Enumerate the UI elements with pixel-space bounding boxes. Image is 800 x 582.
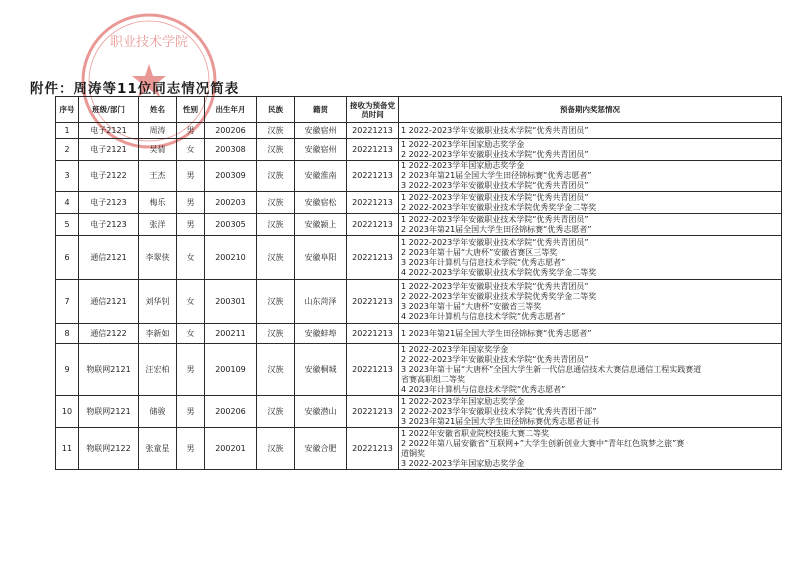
cell-name: 汪宏柏 [139,344,177,396]
header-cell: 班级/部门 [79,97,139,123]
cell-name: 李新如 [139,324,177,344]
cell-origin: 山东菏泽 [295,280,347,324]
cell-date: 20221213 [347,139,399,161]
cell-origin: 安徽合肥 [295,428,347,470]
cell-birth: 200206 [205,123,257,139]
honor-line: 1 2022-2023学年国家励志奖学金 [401,161,525,170]
table-row [56,139,782,161]
cell-gender: 女 [177,324,205,344]
cell-honors [399,324,782,344]
cell-cls: 通信2122 [79,324,139,344]
cell-honors [399,161,782,192]
cell-no: 6 [56,236,79,280]
cell-birth: 200305 [205,214,257,236]
table-row [56,280,782,324]
cell-no: 3 [56,161,79,192]
svg-text:职业技术学院: 职业技术学院 [109,35,189,50]
table-row [56,214,782,236]
honor-line: 2 2023年第十届“大唐杯”安徽省赛区三等奖 [401,247,558,257]
cell-origin: 安徽宿松 [295,192,347,214]
honor-line: 2 2022-2023学年安徽职业技术学院“优秀共青团员” [401,354,589,364]
cell-no: 2 [56,139,79,161]
honor-line: 2 2022-2023学年安徽职业技术学院“优秀共青团员” [401,149,589,159]
honor-line: 4 2022-2023学年安徽职业技术学院优秀奖学金二等奖 [401,267,597,277]
cell-cls: 物联网2121 [79,396,139,428]
cell-no: 8 [56,324,79,344]
cell-name: 储骏 [139,396,177,428]
table-row [56,344,782,396]
cell-ethnic: 汉族 [257,161,295,192]
cell-honors [399,428,782,470]
cell-date: 20221213 [347,161,399,192]
cell-name: 李翠侠 [139,236,177,280]
honor-line: 2 2023年第21届全国大学生田径锦标赛“优秀志愿者” [401,171,592,180]
cell-ethnic: 汉族 [257,123,295,139]
cell-honors [399,280,782,324]
cell-origin: 安徽宿州 [295,139,347,161]
cell-no: 1 [56,123,79,139]
header-cell: 籍贯 [295,97,347,123]
table-row [56,236,782,280]
cell-ethnic: 汉族 [257,428,295,470]
table-header-row [56,97,782,123]
cell-name: 张洋 [139,214,177,236]
honor-line: 道铜奖 [401,448,425,458]
honor-line: 1 2022-2023学年国家奖学金 [401,344,509,354]
cell-honors [399,236,782,280]
cell-no: 7 [56,280,79,324]
cell-ethnic: 汉族 [257,236,295,280]
honor-line: 1 2022年安徽省职业院校技能大赛二等奖 [401,428,549,438]
cell-honors [399,344,782,396]
cell-date: 20221213 [347,236,399,280]
cell-name: 吴倩 [139,139,177,161]
cell-origin: 安徽颍上 [295,214,347,236]
honor-line: 4 2023年计算机与信息技术学院“优秀志愿者” [401,384,566,394]
cell-date: 20221213 [347,214,399,236]
table-row [56,396,782,428]
cell-honors [399,123,782,139]
honor-line: 3 2022-2023学年安徽职业技术学院“优秀共青团员” [401,181,589,190]
honor-line: 1 2022-2023学年国家励志奖学金 [401,139,525,149]
members-table [55,96,782,470]
honor-line: 1 2022-2023学年安徽职业技术学院“优秀共青团员” [401,125,589,135]
cell-name: 刘华钊 [139,280,177,324]
honor-line: 1 2022-2023学年安徽职业技术学院“优秀共青团员” [401,281,589,291]
cell-date: 20221213 [347,428,399,470]
honor-line: 2 2022-2023学年安徽职业技术学院优秀奖学金二等奖 [401,202,597,212]
cell-gender: 男 [177,214,205,236]
cell-gender: 女 [177,139,205,161]
table-row [56,192,782,214]
cell-gender: 男 [177,161,205,192]
honor-line: 省赛高职组二等奖 [401,374,465,384]
honor-line: 3 2023年第十届“大唐杯”全国大学生新一代信息通信技术大赛信息通信工程实践赛道 [401,364,702,374]
honor-line: 1 2022-2023学年安徽职业技术学院“优秀共青团员” [401,192,589,202]
cell-gender: 男 [177,123,205,139]
cell-date: 20221213 [347,344,399,396]
cell-gender: 女 [177,236,205,280]
cell-date: 20221213 [347,123,399,139]
honor-line: 1 2022-2023学年安徽职业技术学院“优秀共青团员” [401,237,589,247]
cell-no: 11 [56,428,79,470]
cell-honors [399,192,782,214]
cell-cls: 电子2123 [79,192,139,214]
honor-line: 3 2022-2023学年国家励志奖学金 [401,458,525,468]
cell-origin: 安徽阜阳 [295,236,347,280]
header-cell: 民族 [257,97,295,123]
cell-cls: 通信2121 [79,280,139,324]
cell-cls: 通信2121 [79,236,139,280]
cell-date: 20221213 [347,280,399,324]
honor-line: 2 2022年第八届安徽省“互联网+”大学生创新创业大赛中“青年红色筑梦之旅”赛 [401,438,685,448]
cell-gender: 男 [177,192,205,214]
cell-gender: 男 [177,344,205,396]
cell-birth: 200301 [205,280,257,324]
honor-line: 1 2022-2023学年安徽职业技术学院“优秀共青团员” [401,214,589,224]
cell-gender: 男 [177,396,205,428]
cell-birth: 200308 [205,139,257,161]
cell-cls: 物联网2122 [79,428,139,470]
cell-ethnic: 汉族 [257,192,295,214]
header-cell: 序号 [56,97,79,123]
header-cell: 性别 [177,97,205,123]
cell-gender: 男 [177,428,205,470]
table-row [56,428,782,470]
cell-date: 20221213 [347,396,399,428]
cell-birth: 200211 [205,324,257,344]
cell-name: 王杰 [139,161,177,192]
header-cell: 接收为预备党员时间 [347,97,399,123]
cell-ethnic: 汉族 [257,139,295,161]
cell-ethnic: 汉族 [257,396,295,428]
cell-birth: 200210 [205,236,257,280]
cell-ethnic: 汉族 [257,324,295,344]
cell-cls: 电子2121 [79,139,139,161]
table-row [56,161,782,192]
cell-birth: 200201 [205,428,257,470]
cell-birth: 200109 [205,344,257,396]
cell-no: 4 [56,192,79,214]
cell-ethnic: 汉族 [257,280,295,324]
honor-line: 3 2023年计算机与信息技术学院“优秀志愿者” [401,257,566,267]
header-cell: 姓名 [139,97,177,123]
cell-cls: 电子2121 [79,123,139,139]
cell-no: 9 [56,344,79,396]
honor-line: 2 2022-2023学年安徽职业技术学院“优秀共青团干部” [401,406,597,416]
honor-line: 3 2023年第十届“大唐杯”安徽省三等奖 [401,301,542,311]
cell-honors [399,396,782,428]
honor-line: 3 2023年第21届全国大学生田径锦标赛优秀志愿者证书 [401,416,600,426]
cell-date: 20221213 [347,192,399,214]
cell-origin: 安徽宿州 [295,123,347,139]
cell-ethnic: 汉族 [257,214,295,236]
cell-origin: 安徽淮南 [295,161,347,192]
cell-date: 20221213 [347,324,399,344]
cell-birth: 200203 [205,192,257,214]
cell-name: 周涛 [139,123,177,139]
cell-gender: 女 [177,280,205,324]
cell-honors [399,214,782,236]
document-title: 附件：周涛等11位同志情况简表 [30,81,240,97]
honor-line: 2 2022-2023学年安徽职业技术学院优秀奖学金二等奖 [401,291,597,301]
table-row [56,324,782,344]
cell-ethnic: 汉族 [257,344,295,396]
cell-origin: 安徽潜山 [295,396,347,428]
cell-no: 5 [56,214,79,236]
cell-cls: 电子2123 [79,214,139,236]
cell-birth: 200206 [205,396,257,428]
honor-line: 2 2023年第21届全国大学生田径锦标赛“优秀志愿者” [401,224,592,234]
cell-origin: 安徽桐城 [295,344,347,396]
cell-honors [399,139,782,161]
header-cell: 出生年月 [205,97,257,123]
cell-birth: 200309 [205,161,257,192]
cell-cls: 电子2122 [79,161,139,192]
cell-name: 张童星 [139,428,177,470]
honor-line: 4 2023年计算机与信息技术学院“优秀志愿者” [401,311,566,321]
cell-origin: 安徽蚌埠 [295,324,347,344]
cell-cls: 物联网2121 [79,344,139,396]
cell-name: 梅乐 [139,192,177,214]
cell-no: 10 [56,396,79,428]
honor-line: 1 2023年第21届全国大学生田径锦标赛“优秀志愿者” [401,328,592,338]
header-cell: 预备期内奖惩情况 [399,97,782,123]
table-row [56,123,782,139]
honor-line: 1 2022-2023学年国家励志奖学金 [401,396,525,406]
